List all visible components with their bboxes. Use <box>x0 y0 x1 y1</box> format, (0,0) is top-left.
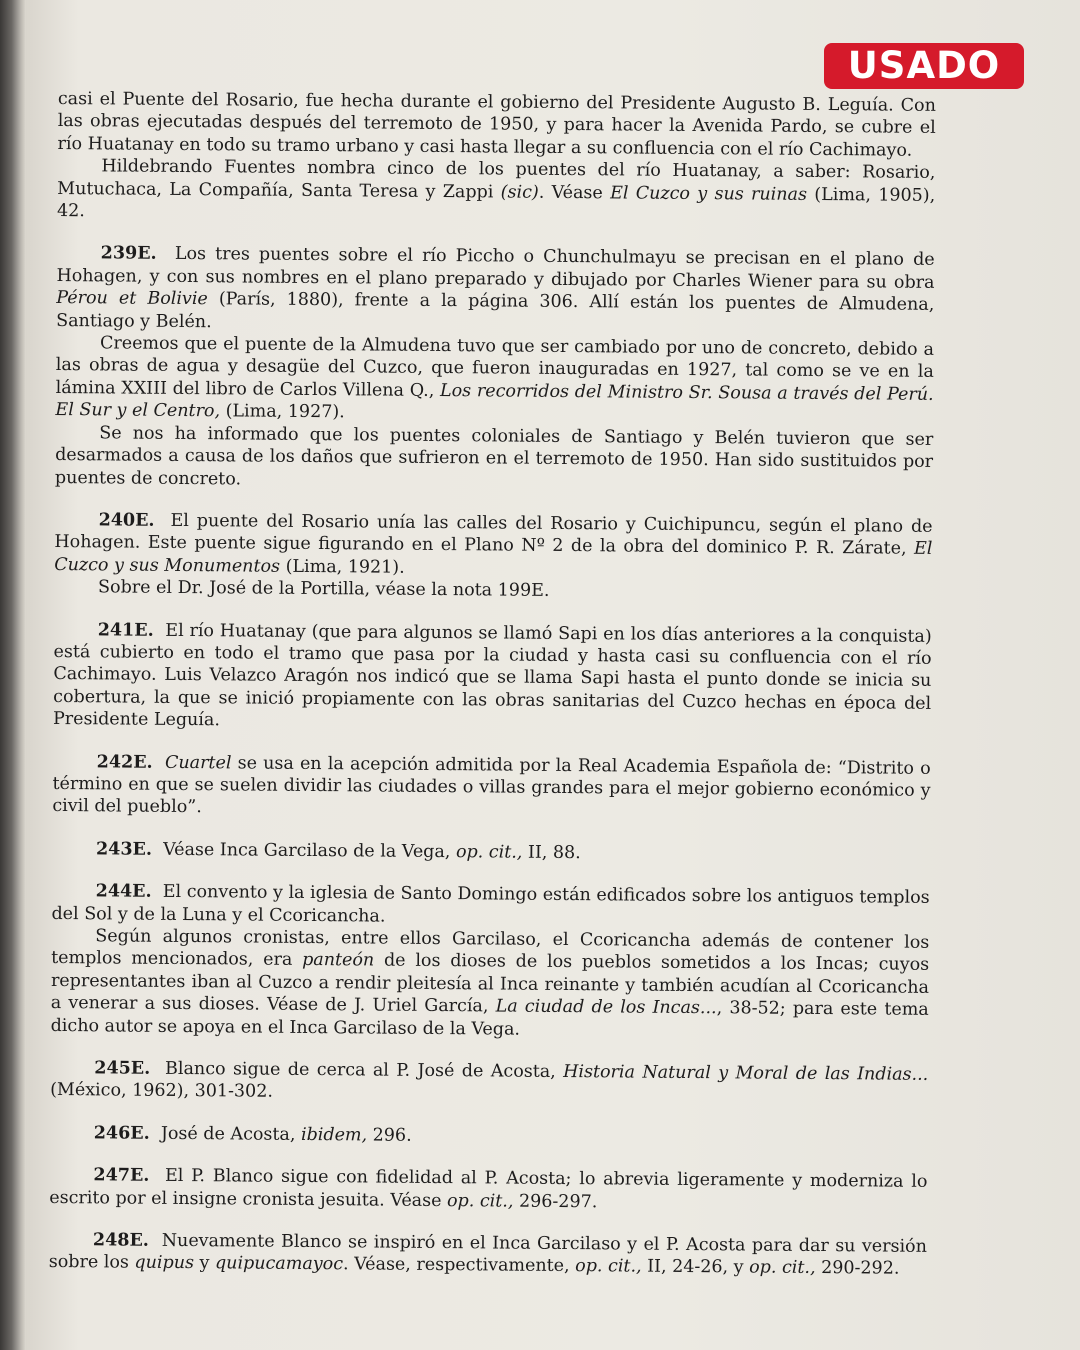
paragraph: 241E. El río Huatanay (que para algunos se llamó Sapi en los días anteriores a la conquista) está cubierto en todo el tramo que pasa por la ciudad y hasta casi su confluencia con el río Cachimayo. Luis Velazco Aragón nos indicó que se llama Sapi hasta el punto donde se inicia su cobertura, la que se inició propiamente con las obras sanitarias del Cuzco hechas en época del Presidente Leguía. <box>52 619 932 731</box>
note-248E <box>49 1229 927 1281</box>
note-240E <box>54 509 933 606</box>
used-badge: USADO <box>824 43 1024 89</box>
note-244E <box>51 880 930 1044</box>
paragraph: casi el Puente del Rosario, fue hecha durante el gobierno del Presidente Augusto B. Leguía. Con las obras ejecutadas después del terremoto de 1950, y para hacer la Avenida Pardo, se cubre el río Huatanay en todo su tramo urbano y casi hasta llegar a su confluencia con el río Cachimayo. <box>57 88 936 161</box>
note-241E <box>53 619 932 738</box>
paragraph: Hildebrando Fuentes nombra cinco de los puentes del río Huatanay, a saber: Rosario, Mutuchaca, La Compañía, Santa Teresa y Zappi (sic). Véase El Cuzco y sus ruinas (Lima, 1905), 42. <box>56 156 936 222</box>
paragraph: 244E. El convento y la iglesia de Santo Domingo están edificados sobre los antiguos templos del Sol y de la Luna y el Ccoricancha. <box>51 881 930 927</box>
paragraph: 239E. Los tres puentes sobre el río Piccho o Chunchulmayu se precisan en el plano de Hohagen, y con sus nombres en el plano preparado y dibujado por Charles Wiener para su obra Pérou et Bolivie (París, 1880), frente a la página 306. Allí están los puentes de Almudena, Santiago y Belén. <box>56 243 935 332</box>
note-246E <box>50 1122 928 1151</box>
paragraph: Se nos ha informado que los puentes coloniales de Santiago y Belén tuvieron que ser desarmados a causa de los daños que sufrieron en el terremoto de 1950. Han sido sustituidos por puentes de concreto. <box>54 423 934 489</box>
paragraph: Según algunos cronistas, entre ellos Garcilaso, el Ccoricancha además de contener los templos mencionados, era panteón de los dioses de los pueblos sometidos a los Incas; cuyos representantes iban al Cuzco a rendir pleitesía al Inca reinante y también acudían al Ccoricancha a venerar a sus dioses. Véase de J. Uriel García, La ciudad de los Incas..., 38-52; para este tema dicho autor se apoya en el Inca Garcilaso de la Vega. <box>50 926 930 1040</box>
note-239E <box>55 242 935 495</box>
paragraph: 247E. El P. Blanco sigue con fidelidad al P. Acosta; lo abrevia ligeramente y moderniza lo escrito por el insigne cronista jesuita. Véase op. cit., 296-297. <box>49 1165 928 1212</box>
paragraph: 248E. Nuevamente Blanco se inspiró en el Inca Garcilaso y el P. Acosta para dar su versión sobre los quipus y quipucamayoc. Véase, respectivamente, op. cit., II, 24-26, y op. cit., 290-292. <box>48 1230 927 1280</box>
note-number: 241E. <box>97 619 154 641</box>
note-242E <box>52 751 931 825</box>
note-245E <box>50 1057 928 1109</box>
note-247E <box>49 1164 927 1216</box>
paragraph: 242E. Cuartel se usa en la acepción admitida por la Real Academia Española de: “Distrito o término en que se suelen dividir las ciudades o villas grandes para el mejor gobierno económico y civil del pueblo”. <box>52 751 931 818</box>
note-number: 244E. <box>95 881 152 902</box>
paragraph: 243E. Véase Inca Garcilaso de la Vega, op. cit., II, 88. <box>95 839 581 863</box>
paragraph: Creemos que el puente de la Almudena tuvo que ser cambiado por uno de concreto, debido a las obras de agua y desagüe del Cuzco, que fueron inauguradas en 1927, tal como se ve en la lámina XXIII del libro de Carlos Villena Q., Los recorridos del Ministro Sr. Sousa a través del Perú. El Sur y el Centro, (Lima, 1927). <box>55 333 935 423</box>
footnotes-text <box>49 88 936 1281</box>
note-number: 243E. <box>95 839 153 860</box>
note-number: 245E. <box>94 1058 151 1079</box>
note-number: 239E. <box>100 243 157 265</box>
note-number: 248E. <box>92 1230 149 1251</box>
book-spine-shadow <box>0 0 26 1350</box>
note-number: 247E. <box>93 1165 150 1187</box>
paragraph: 246E. José de Acosta, ibidem, 296. <box>93 1123 412 1146</box>
paragraph: Sobre el Dr. José de la Portilla, véase la nota 199E. <box>98 577 550 602</box>
note-continuation <box>57 88 936 229</box>
note-number: 240E. <box>98 510 155 531</box>
note-243E <box>52 838 930 867</box>
paragraph: 245E. Blanco sigue de cerca al P. José de Acosta, Historia Natural y Moral de las Indias... (México, 1962), 301-302. <box>50 1058 929 1103</box>
paragraph: 240E. El puente del Rosario unía las calles del Rosario y Cuichipuncu, según el plano de Hohagen. Este puente sigue figurando en el Plano Nº 2 de la obra del dominico P. R. Zárate, El Cuzco y sus Monumentos (Lima, 1921). <box>54 510 933 578</box>
note-number: 242E. <box>96 751 153 773</box>
note-number: 246E. <box>93 1123 150 1144</box>
